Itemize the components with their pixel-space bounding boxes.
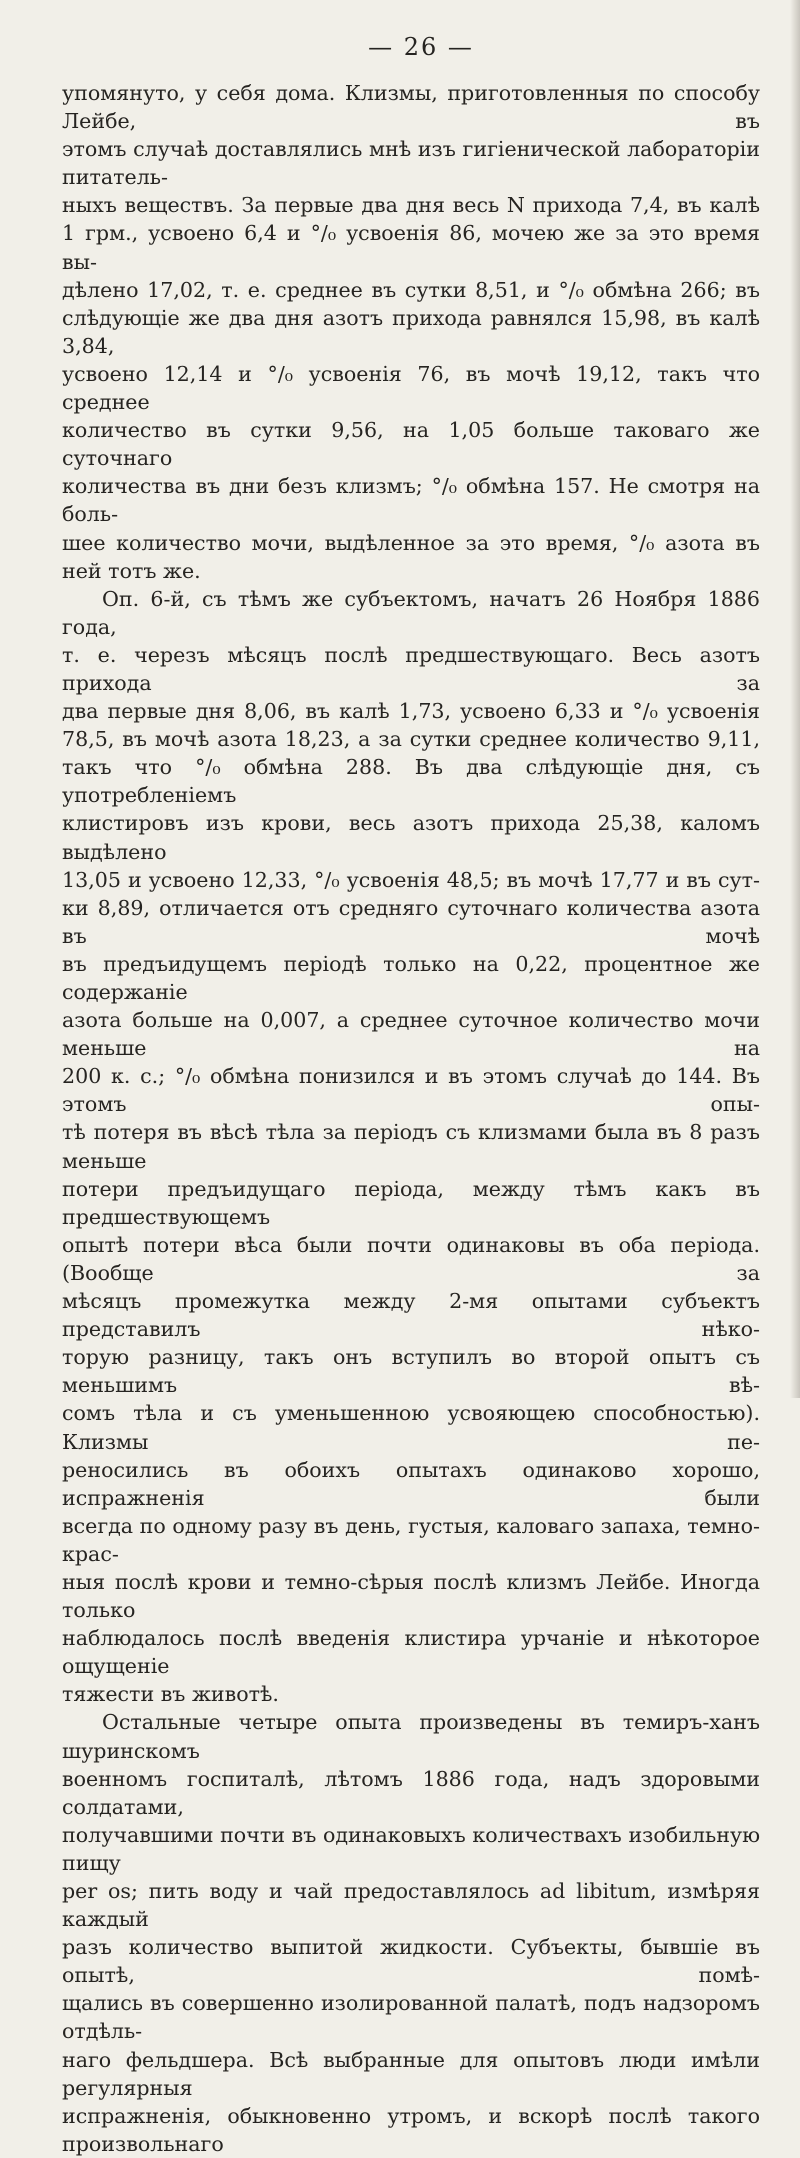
text-line: мѣсяцъ промежутка между 2-мя опытами субъектъ представилъ нѣко- (62, 1289, 760, 1342)
text-line: усвоено 12,14 и °/₀ усвоенія 76, въ мочѣ 19,12, такъ что среднее (62, 361, 760, 415)
text-line: сомъ тѣла и съ уменьшенною усвояющею способностью). Клизмы пе- (62, 1401, 760, 1454)
text-line: 1 грм., усвоено 6,4 и °/₀ усвоенія 86, мочею же за это время вы- (62, 221, 760, 274)
text-line: дѣлено 17,02, т. е. среднее въ сутки 8,51, и °/₀ обмѣна 266; въ (62, 277, 760, 302)
text-line: ныя послѣ крови и темно-сѣрыя послѣ клизмъ Лейбе. Иногда только (62, 1569, 760, 1623)
text-line: 13,05 и усвоено 12,33, °/₀ усвоенія 48,5; въ мочѣ 17,77 и въ сут- (62, 867, 760, 892)
page-number: — 26 — (368, 33, 474, 61)
text-line: такъ что °/₀ обмѣна 288. Въ два слѣдующіе дня, съ употребленіемъ (62, 755, 760, 808)
text-line: per os; пить воду и чай предоставлялось ad libitum, измѣряя каждый (62, 1879, 760, 1932)
body-text (62, 79, 760, 2158)
text-line: наго фельдшера. Всѣ выбранные для опытовъ люди имѣли регулярныя (62, 2047, 760, 2100)
text-line: два первые дня 8,06, въ калѣ 1,73, усвоено 6,33 и °/₀ усвоенія (62, 699, 760, 724)
text-line: тѣ потеря въ вѣсѣ тѣла за періодъ съ клизмами была въ 8 разъ меньше (62, 1120, 760, 1173)
text-line: наблюдалось послѣ введенія клистира урчаніе и нѣкоторое ощущеніе (62, 1626, 760, 1679)
text-line: клистировъ изъ крови, весь азотъ прихода 25,38, каломъ выдѣлено (62, 811, 760, 864)
text-line: торую разницу, такъ онъ вступилъ во второй опытъ съ меньшимъ вѣ- (62, 1345, 760, 1398)
text-line: щались въ совершенно изолированной палатѣ, подъ надзоромъ отдѣль- (62, 1991, 760, 2044)
text-line: всегда по одному разу въ день, густыя, каловаго запаха, темно-крас- (62, 1513, 760, 1566)
text-line: упомянуто, у себя дома. Клизмы, приготовленныя по способу Лейбе, въ (62, 81, 760, 134)
text-line: получавшими почти въ одинаковыхъ количествахъ изобильную пищу (62, 1822, 760, 1875)
text-line: этомъ случаѣ доставлялись мнѣ изъ гигіенической лабораторіи питатель- (62, 137, 760, 190)
page-edge-shadow (790, 0, 800, 1398)
text-line: т. е. черезъ мѣсяцъ послѣ предшествующаго. Весь азотъ прихода за (62, 642, 760, 695)
text-line: 200 к. с.; °/₀ обмѣна понизился и въ этомъ случаѣ до 144. Въ этомъ опы- (62, 1064, 760, 1117)
text-line: количества въ дни безъ клизмъ; °/₀ обмѣна 157. Не смотря на боль- (62, 474, 760, 527)
text-line: азота больше на 0,007, а среднее суточное количество мочи меньше на (62, 1008, 760, 1061)
text-line: 78,5, въ мочѣ азота 18,23, а за сутки среднее количество 9,11, (62, 727, 760, 752)
text-line: количество въ сутки 9,56, на 1,05 больше таковаго же суточнаго (62, 418, 760, 471)
text-line: разъ количество выпитой жидкости. Субъекты, бывшіе въ опытѣ, помѣ- (62, 1935, 760, 1988)
text-line: Оп. 6-й, съ тѣмъ же субъектомъ, начатъ 26 Ноября 1886 года, (62, 586, 760, 639)
text-line: въ предъидущемъ періодѣ только на 0,22, процентное же содержаніе (62, 951, 760, 1004)
text-line: опытѣ потери вѣса были почти одинаковы въ оба періода. (Вообще за (62, 1232, 760, 1285)
text-line: шее количество мочи, выдѣленное за это время, °/₀ азота въ ней тотъ же. (62, 530, 760, 583)
text-line: слѣдующіе же два дня азотъ прихода равнялся 15,98, въ калѣ 3,84, (62, 305, 760, 358)
text-line: потери предъидущаго періода, между тѣмъ какъ въ предшествующемъ (62, 1176, 760, 1229)
text-line: военномъ госпиталѣ, лѣтомъ 1886 года, надъ здоровыми солдатами, (62, 1766, 760, 1819)
text-line: испражненія, обыкновенно утромъ, и вскорѣ послѣ такого произвольнаго (62, 2103, 760, 2156)
text-line: реносились въ обоихъ опытахъ одинаково хорошо, испражненія были (62, 1457, 760, 1510)
text-line: Остальные четыре опыта произведены въ темиръ-ханъ шуринскомъ (62, 1710, 760, 1763)
text-line: ки 8,89, отличается отъ средняго суточнаго количества азота въ мочѣ (62, 895, 760, 948)
text-line: ныхъ веществъ. За первые два дня весь N прихода 7,4, въ калѣ (62, 193, 760, 218)
text-line: тяжести въ животѣ. (62, 1682, 279, 1707)
